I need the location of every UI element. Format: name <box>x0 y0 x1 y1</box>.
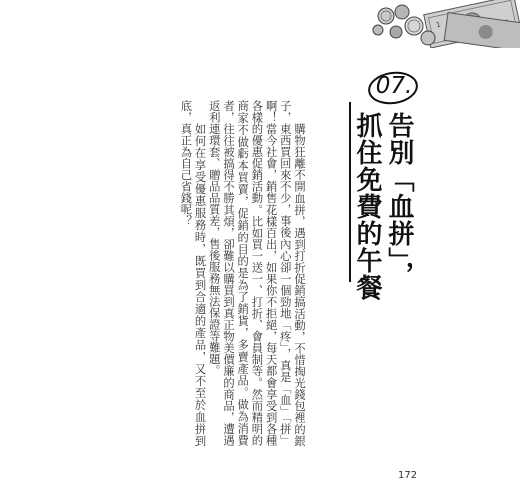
chapter-number-text: 07. <box>375 73 413 99</box>
body-paragraph: 購物狂離不開血拼，遇到打折促銷搞活動，不惜掏光錢包裡的銀子，東西買回來不少，事後內心卻一個勁地「疼」，真是「血」「拼」啊！當今社會，銷售花樣百出，如果你不拒絕，每天都會享受到各種各樣的優惠促銷活動。比如買一送一、打折、會員制等。然而精明的商家不做虧本買賣，促銷的目的是為了銷貨，多賣產品。做為消費者，往往被搞得不勝其煩，卻難以購買到真正物美價廉的商品，遭遇返利連環套、贈品品質差，售後服務無法保證等難題。 <box>207 100 306 446</box>
chapter-number <box>366 68 420 106</box>
chapter-title-line-1: 告別「血拼」， <box>384 112 414 288</box>
body-paragraph: 如何在享受優惠服務時，既買到合適的產品，又不至於血拼到底，真正為自己省錢呢？ <box>179 100 207 446</box>
body-text <box>120 100 306 446</box>
chapter-title-line-2: 抓住免費的午餐 <box>352 112 382 301</box>
title-rule <box>349 102 351 282</box>
page-number: 172 <box>398 470 418 481</box>
svg-text:1: 1 <box>435 20 442 30</box>
coins-banknotes-icon <box>366 0 520 48</box>
